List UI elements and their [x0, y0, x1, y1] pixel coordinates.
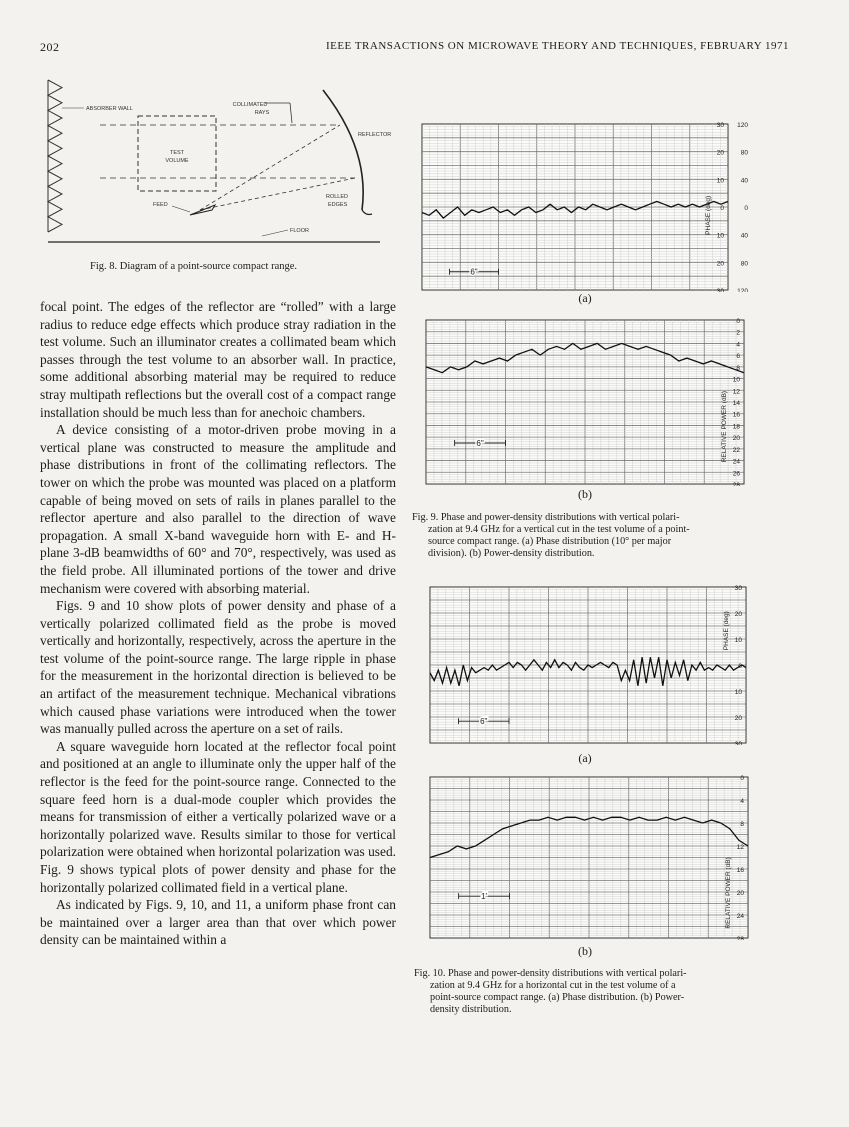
tick-label: 80	[740, 260, 748, 268]
tick-label: 0	[738, 663, 742, 670]
tick-label: 30	[734, 585, 742, 592]
tick-label: 2	[736, 329, 740, 337]
fig10b-sublabel: (b)	[578, 944, 592, 958]
tick-label: 20	[716, 149, 724, 157]
chart-grid	[422, 124, 728, 290]
fig9a-chart	[420, 122, 750, 292]
tick-label: 16	[732, 411, 740, 419]
tick-label: 12	[732, 388, 740, 396]
tick-label: 22	[732, 446, 740, 454]
tick-label: 8	[736, 364, 740, 372]
fig9b-chart	[424, 318, 748, 486]
tick-label: 20	[734, 715, 742, 722]
body-paragraph: As indicated by Figs. 9, 10, and 11, a uniform phase front can be maintained over a larger area than that over which power density can be maintained within a	[40, 897, 396, 948]
tick-label: 16	[736, 867, 744, 874]
fig9b-sublabel: (b)	[578, 487, 592, 501]
tick-label: 10	[734, 689, 742, 696]
chart-grid	[426, 320, 744, 484]
tick-label: 120	[737, 122, 748, 129]
tick-label: 28	[736, 936, 744, 940]
tick-label: 20	[734, 611, 742, 618]
fig8-label-collimated: COLLIMATED	[232, 102, 268, 108]
body-paragraph: focal point. The edges of the reflector are “rolled” with a large radius to reduce edge effects which produce stray radiation in the test volume. Such an illuminator creates a collimated beam which passes through the test volume to an absorber wall. In practice, some additional absorbing material may be required to reduce stray multipath reflections but the overall cost of a compact range installation should be much less than for anechoic chambers.	[40, 299, 396, 420]
fig9-caption	[412, 512, 772, 560]
tick-label: 20	[732, 435, 740, 443]
tick-label: 10	[734, 637, 742, 644]
fig8-caption: Fig. 8. Diagram of a point-source compact range.	[90, 261, 298, 272]
absorber-wall	[48, 80, 62, 232]
tick-label: 0	[736, 318, 740, 325]
fig9a-sublabel: (a)	[578, 291, 592, 305]
tick-label: 0	[720, 205, 724, 212]
tick-label: 0	[740, 775, 744, 782]
page-number: 202	[40, 40, 60, 54]
tick-label: 30	[716, 288, 724, 292]
body-paragraph: A square waveguide horn located at the reflector focal point and positioned at an angle to illuminate only the upper half of the reflector is the feed for the point-source range. Connected to the square feed horn is a dual-mode coupler which provides the means for transmission of either a vertically polarized wave or a horizontally polarized wave. Results similar to those for vertical polarization were obtained when horizontal polarization was used. Fig. 9 shows typical plots of power density and phase for the horizontally polarized collimated field in a vertical plane.	[40, 738, 396, 895]
tick-label: 4	[740, 798, 744, 805]
caption-line: division). (b) Power-density distribution.	[428, 548, 595, 559]
journal-header: IEEE TRANSACTIONS ON MICROWAVE THEORY AND TECHNIQUES, FEBRUARY 1971	[325, 40, 789, 52]
tick-label: 6	[736, 353, 740, 361]
tick-label: 24	[736, 913, 744, 920]
tick-label: 10	[716, 232, 724, 240]
body-paragraph: Figs. 9 and 10 show plots of power density and phase of a vertically polarized collimated field as the probe is moved vertically and horizontally, respectively, across the aperture in the test volume of the point-source range. The large ripple in phase for the measurement in the horizontal direction is believed to be an artifact of the measurement technique. Mechanical vibrations which caused phase variations were introduced when the tower was manually pulled across the aperture on a set of rails.	[40, 598, 396, 737]
fig8-label-rolled: ROLLED	[326, 194, 349, 200]
tick-label: 26	[732, 470, 740, 478]
axis-label: RELATIVE POWER (dB)	[725, 857, 732, 929]
axis-label: RELATIVE POWER (dB)	[721, 390, 728, 463]
tick-label: 18	[732, 423, 740, 431]
caption-line: Fig. 10. Phase and power-density distributions with vertical polari-	[414, 968, 687, 979]
scale-label: 6"	[476, 439, 484, 448]
fig10-caption	[414, 968, 774, 1016]
scale-label: 6"	[480, 717, 488, 727]
fig10a-sublabel: (a)	[578, 751, 592, 765]
caption-line: density distribution.	[430, 1004, 512, 1015]
chart-grid	[430, 777, 748, 938]
fig8-label-floor: FLOOR	[290, 228, 309, 234]
tick-label: 28	[732, 482, 740, 486]
tick-label: 40	[740, 177, 748, 185]
tick-label: 40	[740, 232, 748, 240]
tick-label: 120	[737, 288, 748, 292]
axis-label: PHASE (deg)	[705, 195, 712, 235]
tick-label: 14	[732, 400, 740, 407]
fig10a-chart	[428, 585, 748, 745]
tick-label: 30	[716, 122, 724, 129]
reflector-curve	[323, 90, 363, 210]
tick-label: 24	[732, 458, 740, 466]
caption-line: point-source compact range. (a) Phase distribution. (b) Power-	[430, 992, 685, 1003]
fig8-label-reflector: REFLECTOR	[358, 132, 392, 138]
fig8-label-absorber: ABSORBER WALL	[86, 106, 133, 112]
tick-label: 20	[736, 890, 744, 897]
caption-line: source compact range. (a) Phase distribution (10° per major	[428, 536, 672, 547]
fig10b-chart	[428, 775, 750, 940]
tick-label: 20	[716, 260, 724, 268]
body-paragraph: A device consisting of a motor-driven probe moving in a vertical plane was constructed to measure the amplitude and phase distributions in front of the collimating reflectors. The tower on which the probe was mounted was placed on a platform capable of being moved on sets of rails in planes parallel to the reflector aperture and also parallel to the direction of wave propagation. A small X-band waveguide horn with E- and H-plane 3-dB beamwidths of 60° and 70°, respectively, was used as the field probe. All illuminated portions of the tower and drive mechanism were covered with absorbing material.	[40, 422, 396, 596]
fig8-label-rays: RAYS	[254, 110, 270, 116]
fig8-label-test: TEST	[169, 150, 185, 156]
tick-label: 10	[716, 177, 724, 185]
tick-label: 8	[740, 821, 744, 828]
fig8-label-volume: VOLUME	[165, 158, 189, 164]
body-text	[40, 298, 396, 949]
caption-line: Fig. 9. Phase and power-density distributions with vertical polari-	[412, 512, 680, 523]
caption-line: zation at 9.4 GHz for a horizontal cut in the test volume of a	[430, 980, 676, 991]
fig8-label-edges: EDGES	[328, 202, 348, 208]
tick-label: 80	[740, 149, 748, 157]
caption-line: zation at 9.4 GHz for a vertical cut in the test volume of a point-	[428, 524, 690, 535]
tick-label: 0	[744, 205, 748, 212]
scale-label: 6"	[470, 267, 478, 277]
tick-label: 10	[732, 376, 740, 384]
feed-horn	[190, 205, 215, 215]
tick-label: 4	[736, 341, 740, 349]
tick-label: 12	[736, 844, 744, 851]
axis-label: PHASE (deg)	[723, 611, 730, 651]
fig8-label-feed: FEED	[153, 202, 168, 208]
tick-label: 30	[734, 741, 742, 745]
fig8-diagram	[40, 70, 395, 255]
scale-label: 1'	[481, 892, 488, 902]
